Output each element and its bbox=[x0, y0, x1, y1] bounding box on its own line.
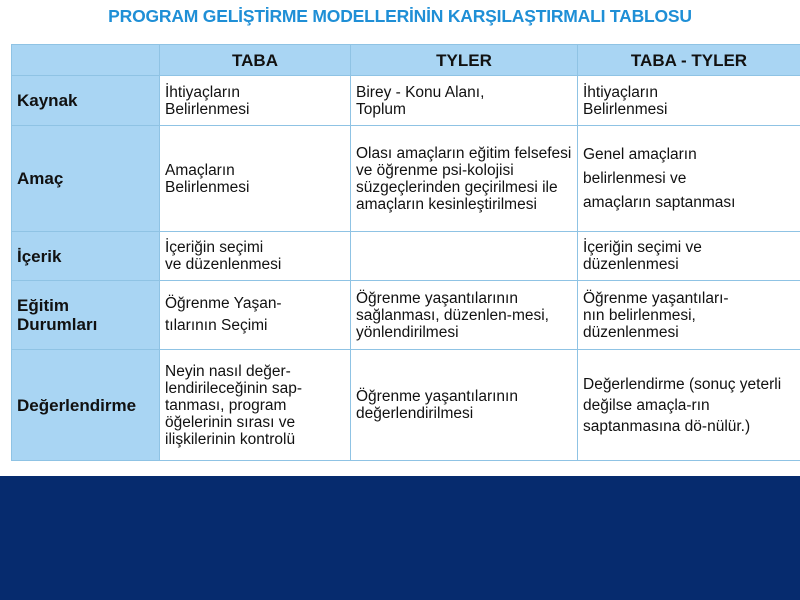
header-tyler: TYLER bbox=[351, 45, 578, 76]
cell-icerik-taba-tyler: İçeriğin seçimi ve düzenlenmesi bbox=[578, 232, 800, 281]
cell-amac-tyler: Olası amaçların eğitim felsefesi ve öğrenme psi-kolojisi süzgeçlerinden geçirilmesi ile amaçların kesinleştirilmesi bbox=[351, 126, 578, 232]
cell-icerik-taba: İçeriğin seçimi ve düzenlenmesi bbox=[160, 232, 351, 281]
table-title: PROGRAM GELİŞTİRME MODELLERİNİN KARŞILAŞTIRMALI TABLOSU bbox=[108, 6, 692, 26]
row-label-egitim-durumlari: Eğitim Durumları bbox=[12, 281, 160, 350]
cell-kaynak-taba-tyler: İhtiyaçların Belirlenmesi bbox=[578, 76, 800, 126]
footer-band bbox=[0, 476, 800, 600]
row-label-icerik: İçerik bbox=[12, 232, 160, 281]
cell-amac-taba: Amaçların Belirlenmesi bbox=[160, 126, 351, 232]
cell-kaynak-taba: İhtiyaçların Belirlenmesi bbox=[160, 76, 351, 126]
comparison-table bbox=[11, 44, 800, 461]
cell-icerik-tyler bbox=[351, 232, 578, 281]
row-label-degerlendirme: Değerlendirme bbox=[12, 350, 160, 461]
cell-egitim-durumlari-taba: Öğrenme Yaşan- tılarının Seçimi bbox=[160, 281, 351, 350]
header-row bbox=[12, 45, 800, 76]
cell-degerlendirme-taba-tyler: Değerlendirme (sonuç yeterli değilse amaçla-rın saptanmasına dö-nülür.) bbox=[578, 350, 800, 461]
row-label-kaynak: Kaynak bbox=[12, 76, 160, 126]
cell-kaynak-tyler: Birey - Konu Alanı, Toplum bbox=[351, 76, 578, 126]
header-taba-tyler: TABA - TYLER bbox=[578, 45, 800, 76]
header-corner-cell bbox=[12, 45, 160, 76]
table-row bbox=[12, 126, 800, 232]
row-label-amac: Amaç bbox=[12, 126, 160, 232]
cell-degerlendirme-tyler: Öğrenme yaşantılarının değerlendirilmesi bbox=[351, 350, 578, 461]
cell-degerlendirme-taba: Neyin nasıl değer- lendirileceğinin sap- tanması, program öğelerinin sırası ve ilişkilerinin kontrolü bbox=[160, 350, 351, 461]
header-taba: TABA bbox=[160, 45, 351, 76]
cell-amac-taba-tyler: Genel amaçların belirlenmesi ve amaçların saptanması bbox=[578, 126, 800, 232]
table-row bbox=[12, 350, 800, 461]
table-row bbox=[12, 281, 800, 350]
table-row bbox=[12, 76, 800, 126]
table-row bbox=[12, 232, 800, 281]
cell-egitim-durumlari-taba-tyler: Öğrenme yaşantıları- nın belirlenmesi, düzenlenmesi bbox=[578, 281, 800, 350]
cell-egitim-durumlari-tyler: Öğrenme yaşantılarının sağlanması, düzenlen-mesi, yönlendirilmesi bbox=[351, 281, 578, 350]
